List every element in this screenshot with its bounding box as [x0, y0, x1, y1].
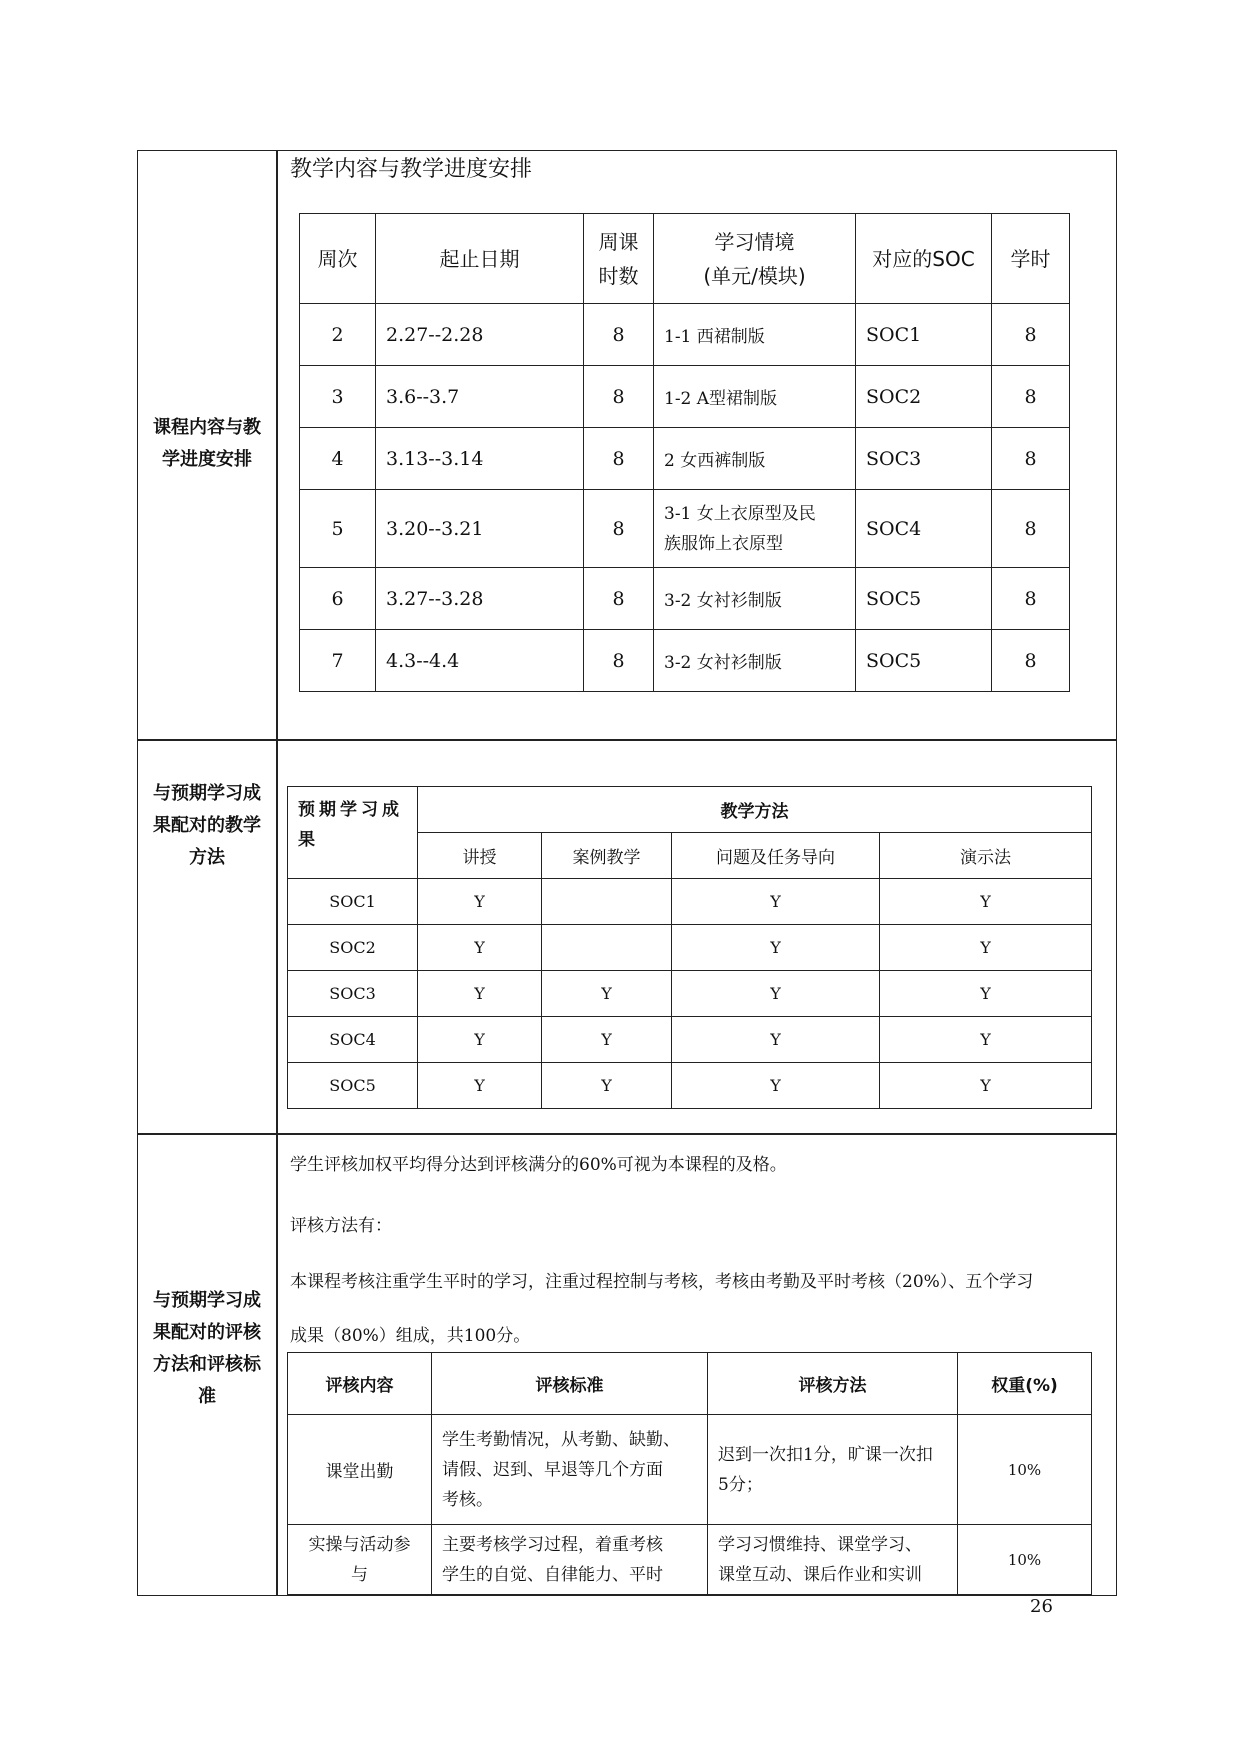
cell-mark: Y — [880, 1063, 1092, 1109]
cell-situation: 2 女西裤制版 — [654, 428, 856, 490]
label-line: 果配对的教学 — [153, 815, 261, 836]
section1-title: 教学内容与教学进度安排 — [290, 157, 533, 182]
header-week: 周次 — [300, 214, 376, 304]
table-row — [288, 925, 1092, 971]
cell-situation: 3-2 女衬衫制版 — [654, 630, 856, 692]
cell-soc: SOC4 — [856, 490, 992, 568]
cell-mark: Y — [672, 879, 880, 925]
table-row — [300, 428, 1070, 490]
header-hours-per-week — [584, 214, 654, 304]
header-line: 果 — [298, 830, 319, 850]
label-line: 课程内容与教 — [153, 417, 261, 438]
cell-mark: Y — [880, 971, 1092, 1017]
section1-label — [139, 412, 275, 476]
cell-dates: 4.3--4.4 — [376, 630, 584, 692]
cell-soc: SOC4 — [288, 1017, 418, 1063]
cell-situation — [654, 490, 856, 568]
teaching-methods-table — [287, 786, 1092, 1109]
cell-hours-per-week: 8 — [584, 630, 654, 692]
header-situation — [654, 214, 856, 304]
table-row — [300, 630, 1070, 692]
row-divider-1 — [137, 739, 1117, 741]
cell-mark: Y — [672, 971, 880, 1017]
cell-situation: 3-2 女衬衫制版 — [654, 568, 856, 630]
situation-line: 族服饰上衣原型 — [664, 533, 783, 554]
header-soc: 对应的SOC — [856, 214, 992, 304]
cell-mark: Y — [672, 1017, 880, 1063]
column-divider — [276, 150, 278, 1596]
cell-hours: 8 — [992, 366, 1070, 428]
cell-mark: Y — [418, 971, 542, 1017]
cell-weight: 10% — [958, 1415, 1092, 1525]
table-row — [288, 1525, 1092, 1595]
header-standard: 评核标准 — [432, 1353, 708, 1415]
table-row — [300, 568, 1070, 630]
methods-header-row — [288, 787, 1092, 833]
cell-hours-per-week: 8 — [584, 568, 654, 630]
cell-mark: Y — [542, 1017, 672, 1063]
cell-soc: SOC5 — [288, 1063, 418, 1109]
cell-dates: 3.20--3.21 — [376, 490, 584, 568]
cell-mark: Y — [418, 879, 542, 925]
method-line: 学习习惯维持、课堂学习、 — [718, 1534, 922, 1555]
label-line: 准 — [198, 1386, 216, 1407]
standard-line: 学生考勤情况，从考勤、缺勤、 — [442, 1429, 680, 1450]
header-teaching-methods: 教学方法 — [418, 787, 1092, 833]
cell-hours-per-week: 8 — [584, 304, 654, 366]
table-row — [288, 1017, 1092, 1063]
header-method: 讲授 — [418, 833, 542, 879]
schedule-table — [299, 213, 1070, 692]
cell-soc: SOC3 — [856, 428, 992, 490]
cell-soc: SOC5 — [856, 630, 992, 692]
header-line: 学习情境 — [714, 229, 795, 254]
method-line: 迟到一次扣1分，旷课一次扣 — [718, 1444, 933, 1465]
table-row — [300, 490, 1070, 568]
content-line: 实操与活动参 — [308, 1534, 411, 1555]
cell-situation: 1-1 西裙制版 — [654, 304, 856, 366]
header-line: 时数 — [598, 263, 639, 288]
cell-hours: 8 — [992, 568, 1070, 630]
cell-soc: SOC2 — [288, 925, 418, 971]
method-line: 5分； — [718, 1474, 763, 1495]
cell-hours-per-week: 8 — [584, 490, 654, 568]
header-hours: 学时 — [992, 214, 1070, 304]
cell-content: 课堂出勤 — [288, 1415, 432, 1525]
header-method: 案例教学 — [542, 833, 672, 879]
cell-mark — [542, 879, 672, 925]
assessment-description-line1: 本课程考核注重学生平时的学习，注重过程控制与考核，考核由考勤及平时考核（20%）、五个学习 — [290, 1272, 1034, 1292]
header-line: (单元/模块) — [703, 263, 806, 288]
cell-mark: Y — [542, 1063, 672, 1109]
label-line: 果配对的评核 — [153, 1322, 261, 1343]
cell-mark: Y — [542, 971, 672, 1017]
assessment-table — [287, 1352, 1092, 1595]
section2-label — [139, 778, 275, 874]
label-line: 与预期学习成 — [153, 1290, 261, 1311]
content-line: 与 — [351, 1564, 368, 1585]
cell-hours-per-week: 8 — [584, 366, 654, 428]
cell-week: 7 — [300, 630, 376, 692]
table-row — [288, 1063, 1092, 1109]
header-content: 评核内容 — [288, 1353, 432, 1415]
cell-mark: Y — [672, 1063, 880, 1109]
cell-standard — [432, 1415, 708, 1525]
cell-hours: 8 — [992, 490, 1070, 568]
cell-soc: SOC5 — [856, 568, 992, 630]
label-line: 方法 — [189, 847, 225, 868]
cell-dates: 2.27--2.28 — [376, 304, 584, 366]
row-divider-2 — [137, 1133, 1117, 1135]
label-line: 学进度安排 — [162, 449, 252, 470]
cell-standard — [432, 1525, 708, 1595]
cell-hours-per-week: 8 — [584, 428, 654, 490]
cell-mark: Y — [418, 1063, 542, 1109]
table-row — [288, 971, 1092, 1017]
header-method: 演示法 — [880, 833, 1092, 879]
table-row — [288, 1415, 1092, 1525]
standard-line: 考核。 — [442, 1489, 493, 1510]
pass-criteria-text: 学生评核加权平均得分达到评核满分的60%可视为本课程的及格。 — [290, 1155, 787, 1175]
cell-week: 5 — [300, 490, 376, 568]
cell-week: 2 — [300, 304, 376, 366]
header-weight: 权重(%) — [958, 1353, 1092, 1415]
cell-mark: Y — [672, 925, 880, 971]
cell-week: 4 — [300, 428, 376, 490]
cell-method — [708, 1525, 958, 1595]
standard-line: 主要考核学习过程，着重考核 — [442, 1534, 663, 1555]
label-line: 方法和评核标 — [153, 1354, 261, 1375]
cell-mark: Y — [880, 1017, 1092, 1063]
cell-dates: 3.27--3.28 — [376, 568, 584, 630]
schedule-header-row — [300, 214, 1070, 304]
header-outcome — [288, 787, 418, 879]
standard-line: 请假、迟到、早退等几个方面 — [442, 1459, 663, 1480]
assessment-methods-heading: 评核方法有： — [290, 1216, 392, 1236]
section3-label — [139, 1285, 275, 1413]
cell-week: 6 — [300, 568, 376, 630]
label-line: 与预期学习成 — [153, 783, 261, 804]
cell-mark: Y — [418, 925, 542, 971]
situation-line: 3-1 女上衣原型及民 — [664, 503, 816, 524]
cell-soc: SOC1 — [288, 879, 418, 925]
cell-soc: SOC3 — [288, 971, 418, 1017]
cell-soc: SOC2 — [856, 366, 992, 428]
cell-hours: 8 — [992, 428, 1070, 490]
table-row — [288, 879, 1092, 925]
cell-mark: Y — [418, 1017, 542, 1063]
cell-soc: SOC1 — [856, 304, 992, 366]
method-line: 课堂互动、课后作业和实训 — [718, 1564, 922, 1585]
cell-week: 3 — [300, 366, 376, 428]
cell-weight: 10% — [958, 1525, 1092, 1595]
cell-dates: 3.6--3.7 — [376, 366, 584, 428]
cell-mark — [542, 925, 672, 971]
cell-hours: 8 — [992, 304, 1070, 366]
header-method: 评核方法 — [708, 1353, 958, 1415]
table-row — [300, 304, 1070, 366]
header-line: 周课 — [598, 229, 639, 254]
header-method: 问题及任务导向 — [672, 833, 880, 879]
table-row — [300, 366, 1070, 428]
page-number: 26 — [1030, 1596, 1053, 1617]
standard-line: 学生的自觉、自律能力、平时 — [442, 1564, 663, 1585]
cell-mark: Y — [880, 925, 1092, 971]
cell-content — [288, 1525, 432, 1595]
header-line: 预期学习成 — [298, 800, 403, 820]
cell-situation: 1-2 A型裙制版 — [654, 366, 856, 428]
assessment-description-line2: 成果（80%）组成，共100分。 — [290, 1326, 531, 1346]
header-dates: 起止日期 — [376, 214, 584, 304]
cell-mark: Y — [880, 879, 1092, 925]
cell-hours: 8 — [992, 630, 1070, 692]
cell-dates: 3.13--3.14 — [376, 428, 584, 490]
cell-method — [708, 1415, 958, 1525]
assessment-header-row — [288, 1353, 1092, 1415]
